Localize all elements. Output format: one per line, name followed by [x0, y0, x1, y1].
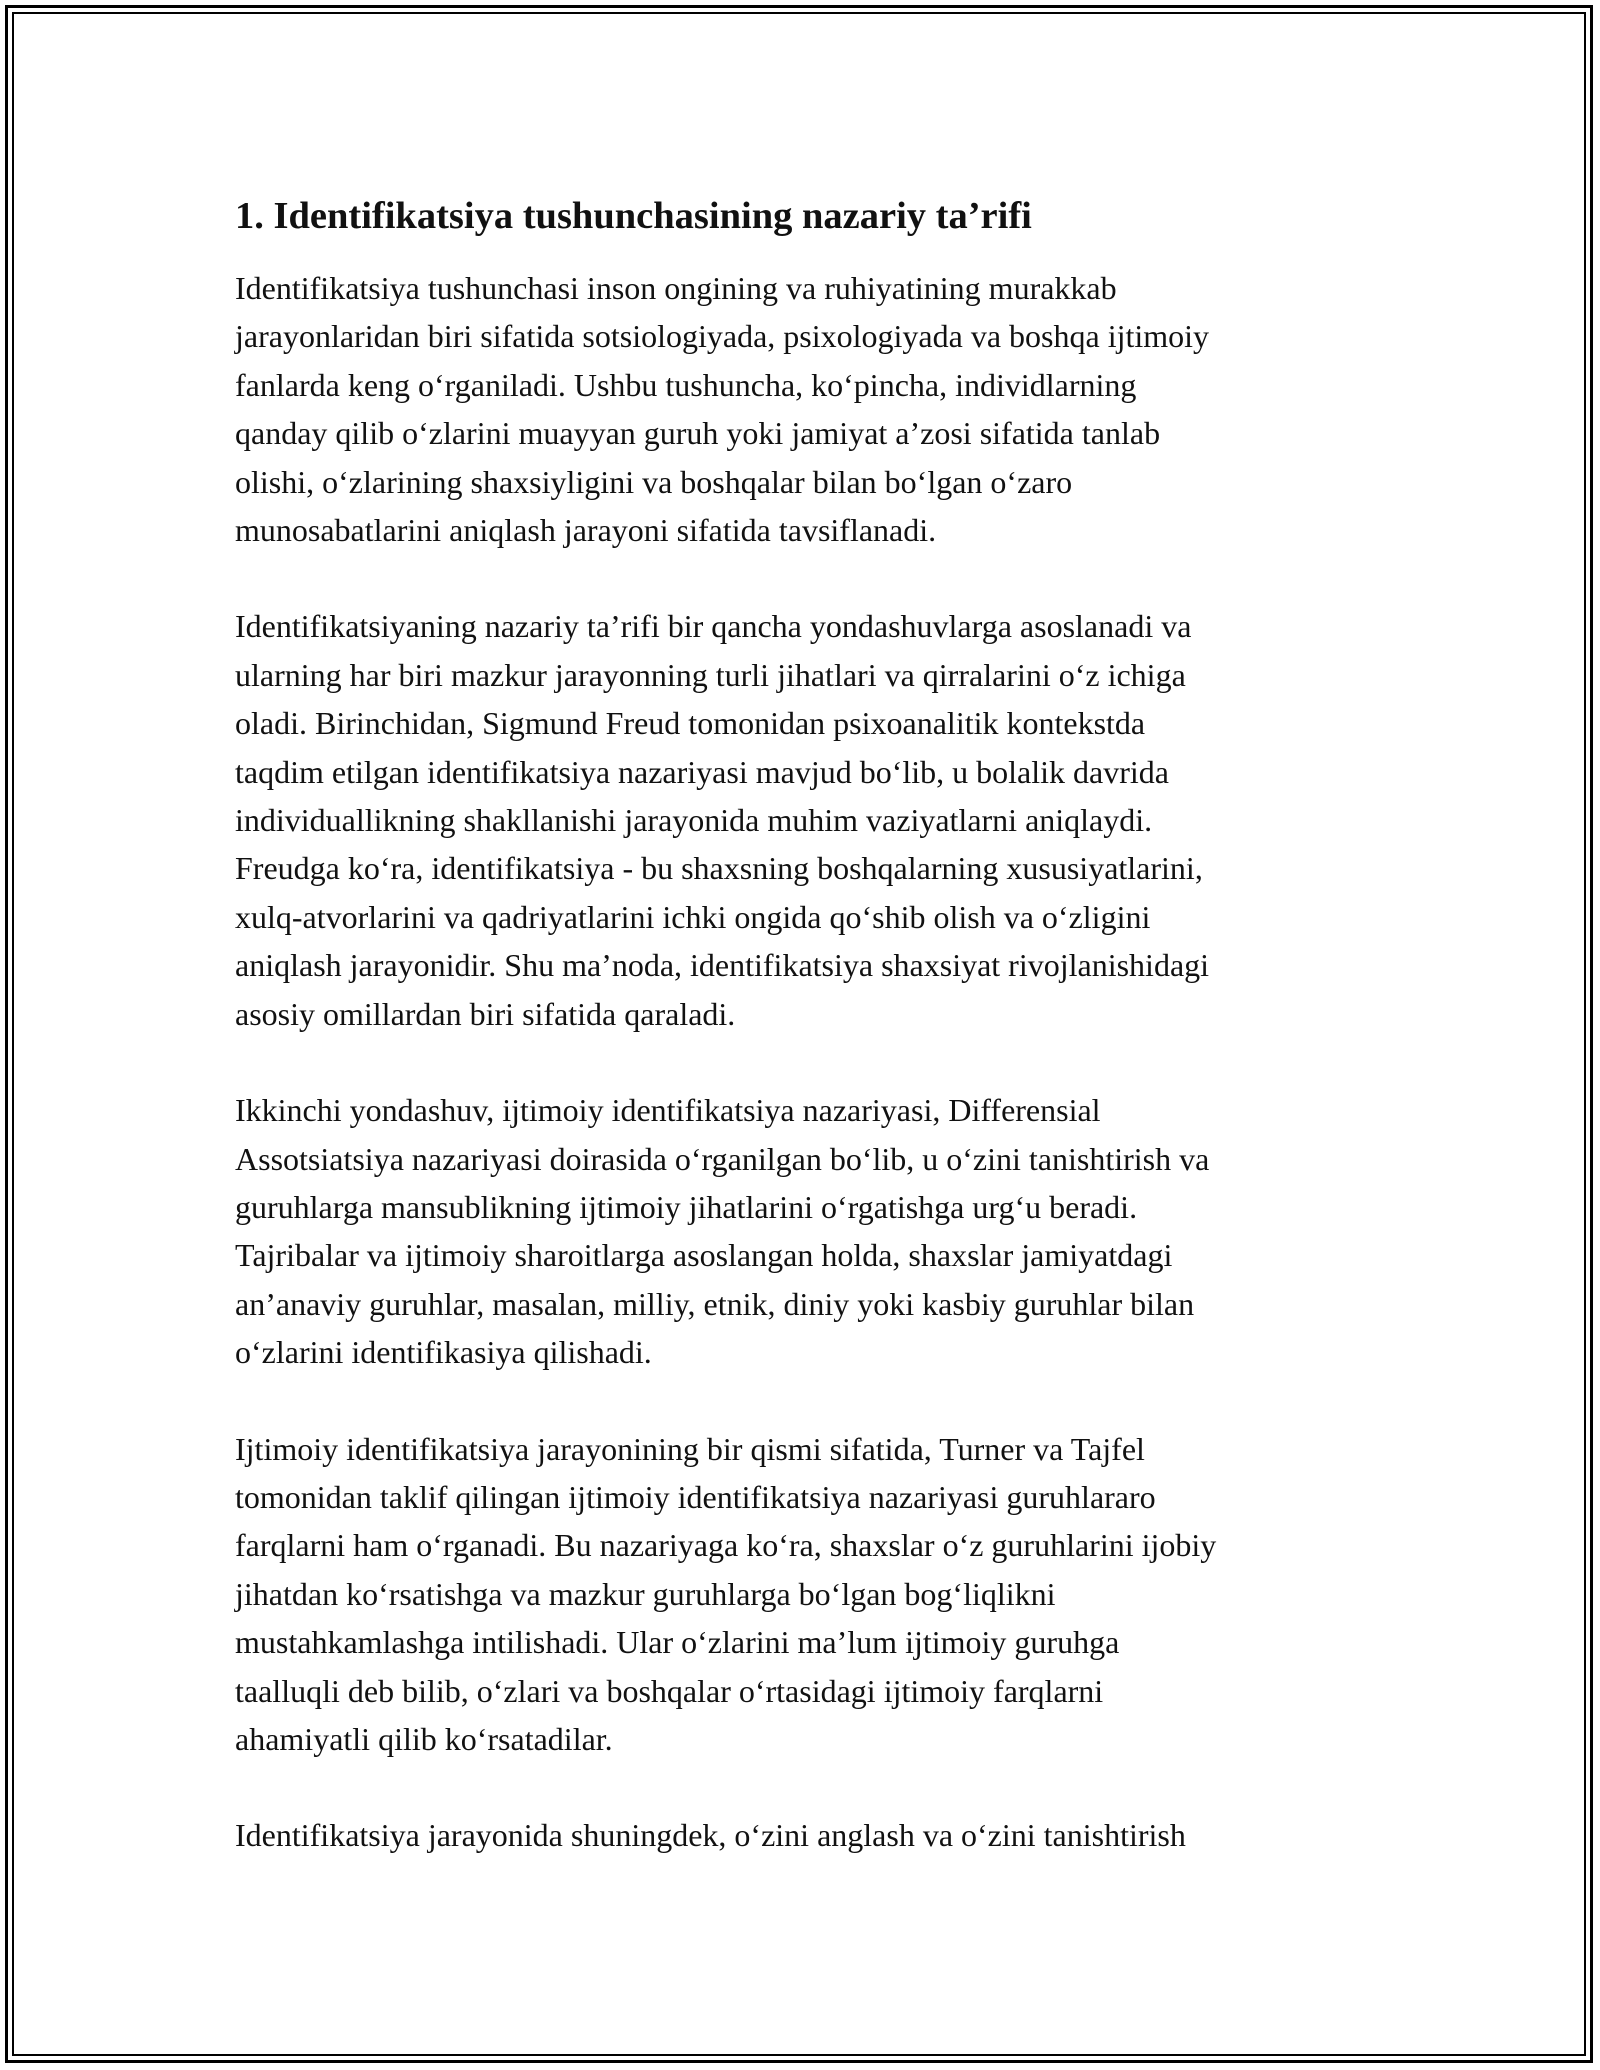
paragraph-line: xulq-atvorlarini va qadriyatlarini ichki ongida qo‘shib olish va o‘zligini [235, 898, 1151, 935]
document-body [235, 186, 1365, 1908]
paragraph-line: Ikkinchi yondashuv, ijtimoiy identifikatsiya nazariyasi, Differensial [235, 1092, 1101, 1129]
paragraph-line: asosiy omillardan biri sifatida qaraladi. [235, 995, 736, 1032]
paragraph-line: oladi. Birinchidan, Sigmund Freud tomonidan psixoanalitik kontekstda [235, 705, 1146, 742]
paragraph-line: individuallikning shakllanishi jarayonida muhim vaziyatlarni aniqlaydi. [235, 802, 1153, 839]
paragraph-line: Identifikatsiyaning nazariy ta’rifi bir qancha yondashuvlarga asoslanadi va [235, 608, 1192, 645]
paragraph-line: fanlarda keng o‘rganiladi. Ushbu tushuncha, ko‘pincha, individlarning [235, 366, 1137, 403]
paragraph-line: taqdim etilgan identifikatsiya nazariyasi mavjud bo‘lib, u bolalik davrida [235, 753, 1169, 790]
paragraph-line: taalluqli deb bilib, o‘zlari va boshqalar o‘rtasidagi ijtimoiy farqlarni [235, 1672, 1104, 1709]
paragraph-5 [235, 1811, 1365, 1859]
paragraph-line: farqlarni ham o‘rganadi. Bu nazariyaga ko‘ra, shaxslar o‘z guruhlarini ijobiy [235, 1527, 1217, 1564]
paragraph-line: an’anaviy guruhlar, masalan, milliy, etnik, diniy yoki kasbiy guruhlar bilan [235, 1285, 1195, 1322]
paragraph-line: Ijtimoiy identifikatsiya jarayonining bir qismi sifatida, Turner va Tajfel [235, 1430, 1145, 1467]
paragraph-3 [235, 1086, 1365, 1376]
section-heading: 1. Identifikatsiya tushunchasining nazariy ta’rifi [235, 195, 1032, 237]
paragraph-1 [235, 264, 1365, 554]
paragraph-line: o‘zlarini identifikasiya qilishadi. [235, 1334, 652, 1371]
paragraph-2 [235, 602, 1365, 1038]
paragraph-line: olishi, o‘zlarining shaxsiyligini va boshqalar bilan bo‘lgan o‘zaro [235, 463, 1073, 500]
paragraph-line: guruhlarga mansublikning ijtimoiy jihatlarini o‘rgatishga urg‘u beradi. [235, 1188, 1138, 1225]
paragraph-line: tomonidan taklif qilingan ijtimoiy identifikatsiya nazariyasi guruhlararo [235, 1478, 1156, 1515]
paragraph-line: Assotsiatsiya nazariyasi doirasida o‘rganilgan bo‘lib, u o‘zini tanishtirish va [235, 1140, 1210, 1177]
paragraph-line: ahamiyatli qilib ko‘rsatadilar. [235, 1720, 613, 1757]
paragraph-line: mustahkamlashga intilishadi. Ular o‘zlarini ma’lum ijtimoiy guruhga [235, 1624, 1120, 1661]
paragraph-line: aniqlash jarayonidir. Shu ma’noda, identifikatsiya shaxsiyat rivojlanishidagi [235, 947, 1210, 984]
paragraph-line: ularning har biri mazkur jarayonning turli jihatlari va qirralarini o‘z ichiga [235, 656, 1186, 693]
paragraph-line: Freudga ko‘ra, identifikatsiya - bu shaxsning boshqalarning xususiyatlarini, [235, 850, 1203, 887]
paragraph-4 [235, 1425, 1365, 1764]
paragraph-line: Tajribalar va ijtimoiy sharoitlarga asoslangan holda, shaxslar jamiyatdagi [235, 1237, 1173, 1274]
paragraph-line: jihatdan ko‘rsatishga va mazkur guruhlarga bo‘lgan bog‘liqlikni [235, 1575, 1056, 1612]
paragraph-line: Identifikatsiya jarayonida shuningdek, o‘zini anglash va o‘zini tanishtirish [235, 1817, 1186, 1854]
paragraph-line: qanday qilib o‘zlarini muayyan guruh yoki jamiyat a’zosi sifatida tanlab [235, 415, 1161, 452]
paragraph-line: munosabatlarini aniqlash jarayoni sifatida tavsiflanadi. [235, 512, 937, 549]
paragraph-line: jarayonlaridan biri sifatida sotsiologiyada, psixologiyada va boshqa ijtimoiy [235, 318, 1210, 355]
paragraph-line: Identifikatsiya tushunchasi inson ongining va ruhiyatining murakkab [235, 270, 1117, 306]
